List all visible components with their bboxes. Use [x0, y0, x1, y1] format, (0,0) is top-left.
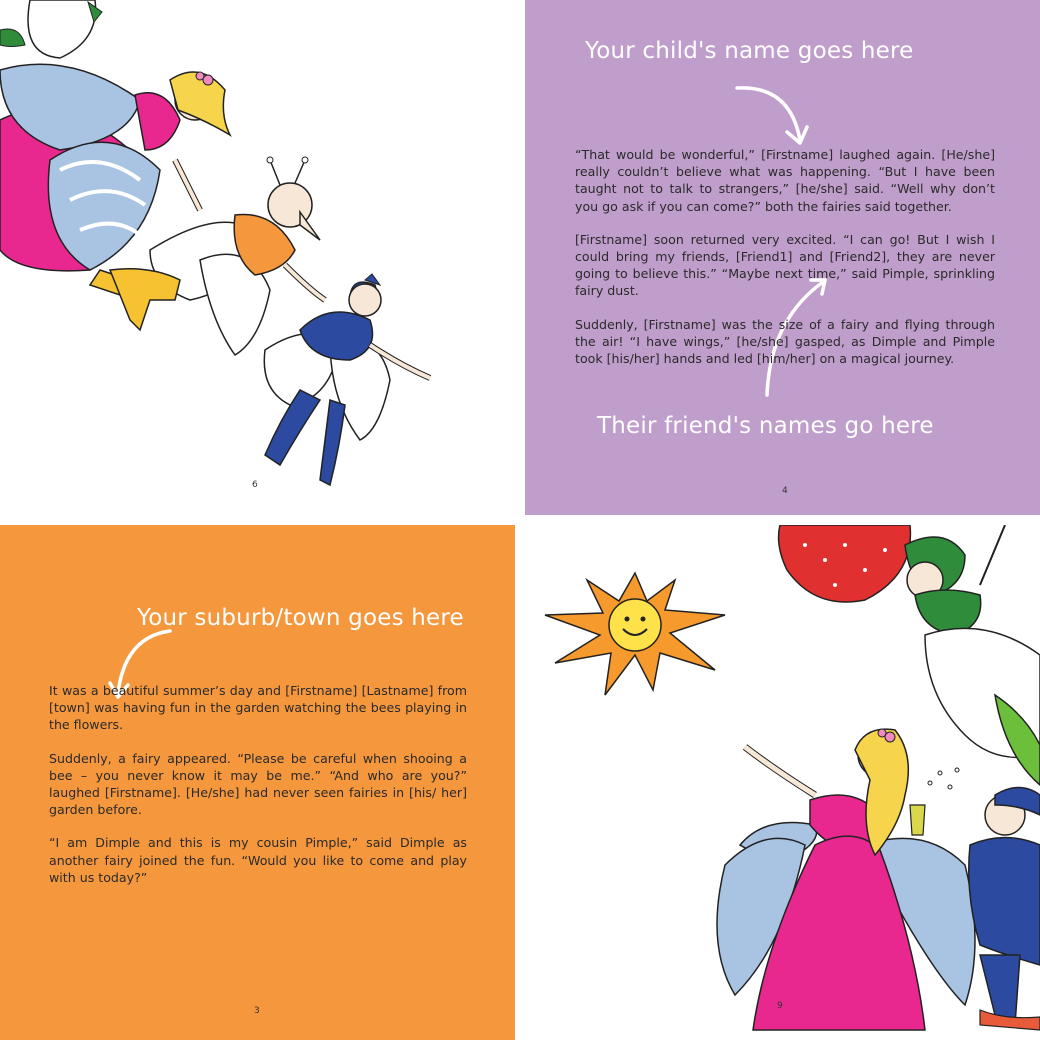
story-paragraph: It was a beautiful summer’s day and [Firstname] [Lastname] from [town] was having fun in the garden watching the bees playing in the flowers.	[49, 683, 467, 733]
story-paragraph: “That would be wonderful,” [Firstname] laughed again. [He/she] really couldn’t believe what was happening. “But I have been taught not to talk to strangers,” [he/she] said. “Well why don’t you go ask if you can come?” both the fairies said together.	[575, 147, 995, 214]
book-page-3	[0, 525, 515, 1040]
book-page-6	[0, 0, 515, 515]
book-page-4	[525, 0, 1040, 515]
story-paragraph: Suddenly, a fairy appeared. “Please be careful when shooing a bee – you never know it may be me.” “And who are you?” laughed [Firstname]. [He/she] had never seen fairies in [his/ her] garden before.	[49, 750, 467, 818]
story-paragraph: “I am Dimple and this is my cousin Pimple,” said Dimple as another fairy joined the fun. “Would you like to come and play with us today?”	[49, 835, 467, 885]
arrow-down-icon	[737, 88, 800, 140]
flying-fairies-illustration	[0, 0, 515, 515]
story-paragraph: Suddenly, [Firstname] was the size of a fairy and flying through the air! “I have wings,” [he/she] gasped, as Dimple and Pimple took [his/her] hands and led [him/her] on a magical journey.	[575, 316, 995, 367]
child-name-callout: Your child's name goes here	[585, 38, 914, 64]
page-number: 4	[782, 486, 788, 496]
page-number: 6	[252, 480, 258, 490]
friend-names-callout: Their friend's names go here	[597, 413, 934, 439]
page-number: 3	[254, 1006, 260, 1016]
story-text	[49, 682, 467, 902]
strawberry-icon	[779, 525, 911, 602]
book-page-9	[525, 525, 1040, 1040]
page-number: 9	[777, 1001, 783, 1011]
story-text	[575, 146, 995, 383]
sun-icon	[545, 573, 725, 695]
story-paragraph: [Firstname] soon returned very excited. “I can go! But I wish I could bring my friends, [Friend1] and [Friend2], they are never going to believe this.” “Maybe next time,” said Pimple, sprinkling fairy dust.	[575, 231, 995, 299]
town-callout: Your suburb/town goes here	[137, 605, 464, 631]
garden-fairies-illustration	[525, 525, 1040, 1040]
